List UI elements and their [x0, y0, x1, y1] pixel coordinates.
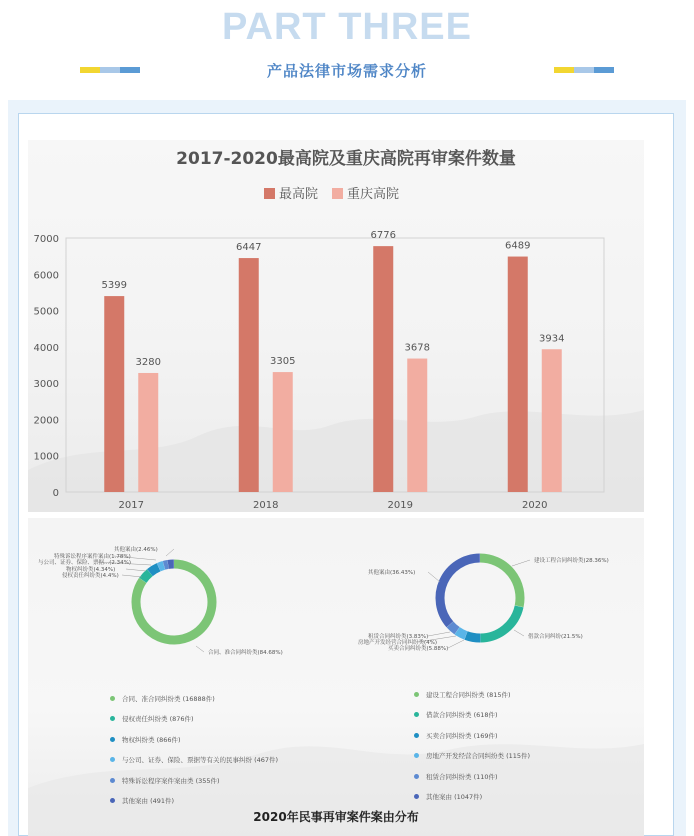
- bar-value-label: 3280: [135, 356, 161, 368]
- legend-item: [414, 746, 530, 767]
- part-title: PART THREE: [222, 6, 472, 48]
- legend-text: 合同、准合同纠纷类 (16888件): [122, 694, 215, 703]
- y-tick-label: 4000: [33, 342, 59, 354]
- stripe-yellow: [554, 67, 574, 73]
- legend-item: [414, 725, 530, 746]
- legend-dot: [414, 712, 419, 717]
- bar-chongqing-2018: [273, 372, 293, 492]
- legend-text: 其他案由 (491件): [122, 797, 175, 806]
- legend-dot: [414, 733, 419, 738]
- donut-slice-left-4: [164, 564, 168, 565]
- legend-text: 特殊诉讼程序案件案由类 (355件): [122, 776, 220, 785]
- legend-dot: [414, 774, 419, 779]
- y-tick-label: 6000: [33, 270, 59, 282]
- legend-text: 其他案由 (1047件): [426, 793, 483, 802]
- bar-supreme-2020: [508, 257, 528, 492]
- donut-slice-right-4: [450, 624, 457, 630]
- legend-dot: [110, 778, 115, 783]
- legend-text: 物权纠纷类 (866件): [122, 735, 181, 744]
- legend-dot: [110, 757, 115, 762]
- bar-value-label: 6489: [505, 240, 531, 252]
- slice-label: 租赁合同纠纷类(3.83%): [368, 634, 429, 640]
- slice-label: 特殊诉讼程序案件案由(1.78%): [54, 554, 131, 560]
- donut-section-title: 2020年民事再审案件案由分布: [253, 810, 419, 824]
- legend-swatch: [264, 188, 275, 199]
- legend-item: [110, 709, 278, 730]
- legend-swatch: [332, 188, 343, 199]
- legend-item: [110, 770, 278, 791]
- legend-dot: [414, 692, 419, 697]
- y-tick-label: 2000: [33, 415, 59, 427]
- slice-label: 建设工程合同纠纷类(28.36%): [534, 558, 609, 564]
- legend-text: 与公司、证券、保险、票据等有关的民事纠纷 (467件): [122, 756, 279, 765]
- bar-supreme-2018: [239, 258, 259, 492]
- bar-value-label: 3678: [404, 342, 430, 354]
- legend-dot: [110, 716, 115, 721]
- x-tick-label: 2017: [118, 500, 144, 511]
- slice-label: 与公司、证券、保险、票据...(2.34%): [38, 560, 132, 566]
- x-tick-label: 2019: [387, 500, 413, 511]
- slice-label: 其他案由(36.43%): [368, 570, 416, 576]
- legend-label: 最高院: [279, 187, 319, 202]
- legend-dot: [414, 794, 419, 799]
- legend-dot: [414, 753, 419, 758]
- legend-text: 侵权责任纠纷类 (876件): [122, 715, 194, 724]
- bar-chongqing-2017: [138, 373, 158, 492]
- legend-item: [110, 688, 278, 709]
- legend-item: [414, 705, 530, 726]
- bar-value-label: 6776: [370, 230, 396, 242]
- decorative-stripe-right: [554, 67, 614, 73]
- legend-dot: [110, 798, 115, 803]
- slice-label: 其他案由(2.46%): [114, 547, 158, 553]
- donut-legend-left: [110, 688, 278, 811]
- y-tick-label: 3000: [33, 379, 59, 391]
- section-subtitle: 产品法律市场需求分析: [266, 62, 427, 80]
- y-tick-label: 5000: [33, 306, 59, 318]
- legend-text: 租赁合同纠纷类 (110件): [426, 772, 498, 781]
- legend-item: [110, 750, 278, 771]
- legend-text: 房地产开发经营合同纠纷类 (115件): [426, 752, 531, 761]
- stripe-lightblue: [574, 67, 594, 73]
- legend-dot: [110, 696, 115, 701]
- bar-chart: [28, 140, 644, 512]
- legend-item: [110, 729, 278, 750]
- bar-value-label: 3934: [539, 333, 565, 345]
- y-tick-label: 0: [52, 488, 59, 499]
- slice-label: 房地产开发经营合同纠纷类(4%): [358, 640, 438, 646]
- donut-slice-right-3: [457, 631, 466, 636]
- legend-item: [414, 766, 530, 787]
- slice-label: 买卖合同纠纷类(5.88%): [388, 646, 449, 652]
- legend-text: 借款合同纠纷类 (618件): [426, 711, 498, 720]
- x-tick-label: 2018: [253, 500, 279, 511]
- x-tick-label: 2020: [522, 500, 548, 511]
- legend-label: 重庆高院: [347, 187, 400, 202]
- donut-legend-right: [414, 684, 530, 807]
- donut-slice-right-2: [466, 635, 480, 638]
- y-tick-label: 1000: [33, 451, 59, 463]
- legend-item: [414, 684, 530, 705]
- donut-slice-left-3: [159, 565, 164, 567]
- bar-supreme-2017: [104, 296, 124, 492]
- legend-text: 建设工程合同纠纷类 (815件): [426, 690, 511, 699]
- chart-title: 2017-2020最高院及重庆高院再审案件数量: [176, 149, 516, 169]
- slice-label: 合同、准合同纠纷类(84.68%): [208, 650, 283, 656]
- slice-label: 借款合同纠纷(21.5%): [528, 634, 583, 640]
- donut-slice-left-1: [143, 573, 150, 581]
- stripe-blue: [594, 67, 614, 73]
- bar-value-label: 6447: [236, 242, 262, 254]
- legend-item: [414, 787, 530, 808]
- legend-dot: [110, 737, 115, 742]
- donut-slice-left-2: [150, 567, 159, 572]
- bar-supreme-2019: [373, 246, 393, 492]
- y-tick-label: 7000: [33, 234, 59, 245]
- slice-label: 物权纠纷类(4.34%): [66, 567, 116, 573]
- bar-value-label: 5399: [101, 280, 127, 292]
- page-header: [0, 0, 694, 100]
- legend-text: 买卖合同纠纷类 (169件): [426, 731, 498, 740]
- donut-section: [28, 518, 644, 836]
- bar-chongqing-2020: [542, 349, 562, 492]
- bar-value-label: 3305: [270, 356, 296, 368]
- slice-label: 侵权责任纠纷类(4.4%): [62, 573, 119, 579]
- bar-chongqing-2019: [407, 359, 427, 492]
